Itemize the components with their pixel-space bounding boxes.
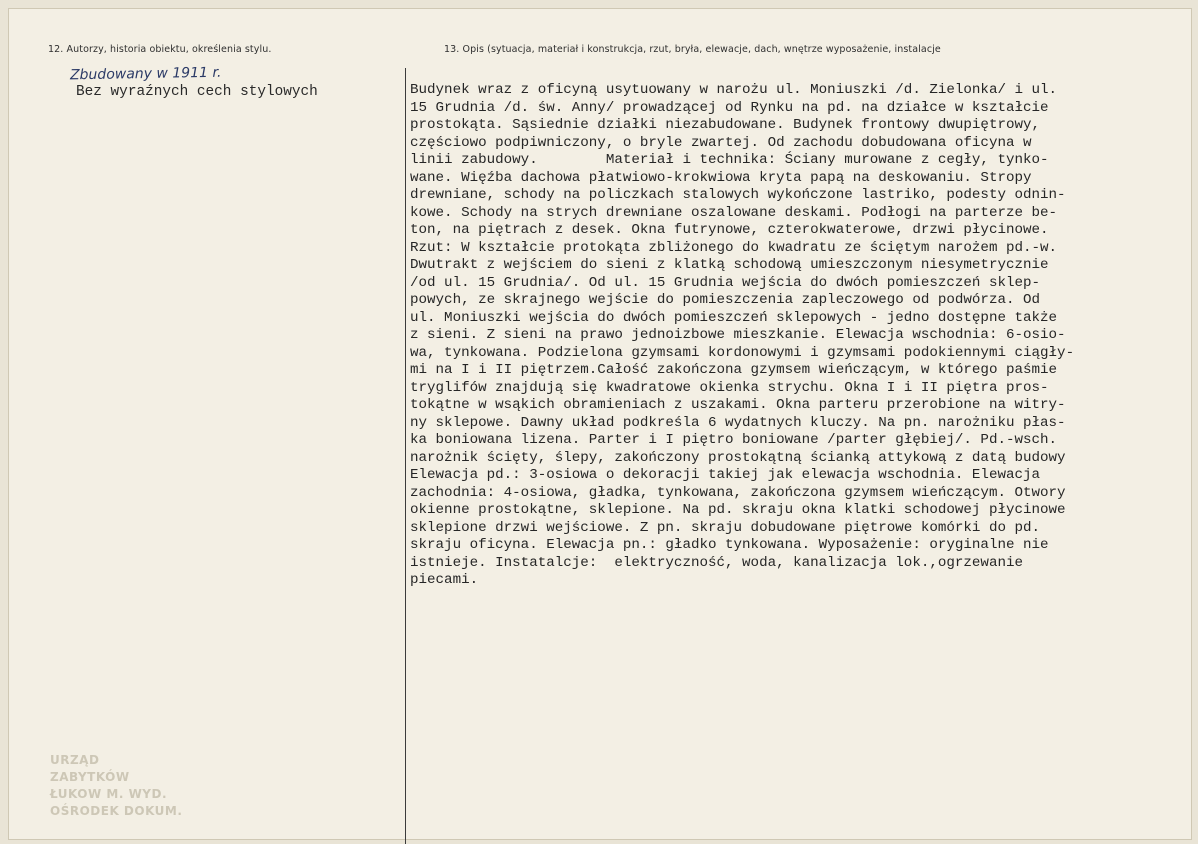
section-12-header: 12. Autorzy, historia obiektu, określenia stylu.: [48, 44, 272, 55]
faded-stamp-line: URZĄD: [50, 753, 100, 767]
description-line: kowe. Schody na strych drewniane oszalowane deskami. Podłogi na parterze be-: [410, 204, 1058, 221]
description-line: z sieni. Z sieni na prawo jednoizbowe mieszkanie. Elewacja wschodnia: 6-osio-: [410, 327, 1066, 343]
handwritten-date-note: Zbudowany w 1911 r.: [69, 64, 222, 84]
faded-stamp-line: ZABYTKÓW: [50, 770, 130, 784]
description-line: ny sklepowe. Dawny układ podkreśla 6 wydatnych kluczy. Na pn. narożniku płas-: [410, 414, 1066, 431]
description-line: Budynek wraz z oficyną usytuowany w narożu ul. Moniuszki /d. Zielonka/ i ul.: [410, 82, 1058, 98]
description-line: /od ul. 15 Grudnia/. Od ul. 15 Grudnia wejścia do dwóch pomieszczeń sklep-: [410, 274, 1041, 291]
faded-stamp-line: ŁUKOW M. WYD.: [50, 787, 168, 801]
description-line: prostokąta. Sąsiednie działki niezabudowane. Budynek frontowy dwupiętrowy,: [410, 117, 1041, 133]
description-line: drewniane, schody na policzkach stalowych wykończone lastriko, podesty odnin-: [410, 187, 1066, 203]
description-line: ton, na piętrach z desek. Okna futrynowe, czterokwaterowe, drzwi płycinowe.: [410, 222, 1049, 238]
description-line: ka boniowana lizena. Parter i I piętro boniowane /parter głębiej/. Pd.-wsch.: [410, 432, 1058, 448]
description-line: skraju oficyna. Elewacja pn.: gładko tynkowana. Wyposażenie: oryginalne nie: [410, 537, 1049, 553]
style-description: Bez wyraźnych cech stylowych: [76, 84, 318, 100]
description-line: mi na I i II piętrzem.Całość zakończona gzymsem wieńczącym, w którego paśmie: [410, 362, 1058, 378]
description-line: narożnik ścięty, ślepy, zakończony prostokątną ścianką attykową z datą budowy: [410, 449, 1066, 466]
description-line: Rzut: W kształcie protokąta zbliżonego do kwadratu ze ściętym narożem pd.-w.: [410, 239, 1058, 256]
description-line: wane. Więźba dachowa płatwiowo-krokwiowa kryta papą na deskowaniu. Stropy: [410, 169, 1032, 186]
faded-stamp-line: OŚRODEK DOKUM.: [50, 804, 183, 818]
description-line: tryglifów znajdują się kwadratowe okienka strychu. Okna I i II piętra pros-: [410, 379, 1049, 396]
description-line: 15 Grudnia /d. św. Anny/ prowadzącej od Rynku na pd. na działce w kształcie: [410, 99, 1049, 116]
description-line: piecami.: [410, 572, 479, 588]
building-description: [410, 82, 1198, 590]
description-line: powych, ze skrajnego wejście do pomieszczenia zapleczowego od podwórza. Od: [410, 292, 1041, 308]
column-divider: [405, 68, 406, 844]
description-line: zachodnia: 4-osiowa, gładka, tynkowana, zakończona gzymsem wieńczącym. Otwory: [410, 484, 1066, 501]
description-line: sklepione drzwi wejściowe. Z pn. skraju dobudowane piętrowe komórki do pd.: [410, 519, 1041, 536]
description-line: ul. Moniuszki wejścia do dwóch pomieszczeń sklepowych - jedno dostępne także: [410, 309, 1058, 326]
description-line: okienne prostokątne, sklepione. Na pd. skraju okna klatki schodowej płycinowe: [410, 502, 1066, 518]
description-line: Dwutrakt z wejściem do sieni z klatką schodową umieszczonym niesymetrycznie: [410, 257, 1049, 273]
description-line: częściowo podpiwniczony, o bryle zwartej. Od zachodu dobudowana oficyna w: [410, 134, 1032, 151]
description-line: tokątne w wsąkich obramieniach z uszakami. Okna parteru przerobione na witry-: [410, 397, 1066, 413]
description-line: istnieje. Instatalcje: elektryczność, woda, kanalizacja lok.,ogrzewanie: [410, 554, 1023, 571]
description-line: Elewacja pd.: 3-osiowa o dekoracji takiej jak elewacja wschodnia. Elewacja: [410, 467, 1041, 483]
description-line: linii zabudowy. Materiał i technika: Ściany murowane z cegły, tynko-: [410, 152, 1049, 168]
description-line: wa, tynkowana. Podzielona gzymsami kordonowymi i gzymsami podokiennymi ciągły-: [410, 344, 1075, 361]
section-13-header: 13. Opis (sytuacja, materiał i konstrukcja, rzut, bryła, elewacje, dach, wnętrze wyposażenie, instalacje: [444, 44, 941, 55]
